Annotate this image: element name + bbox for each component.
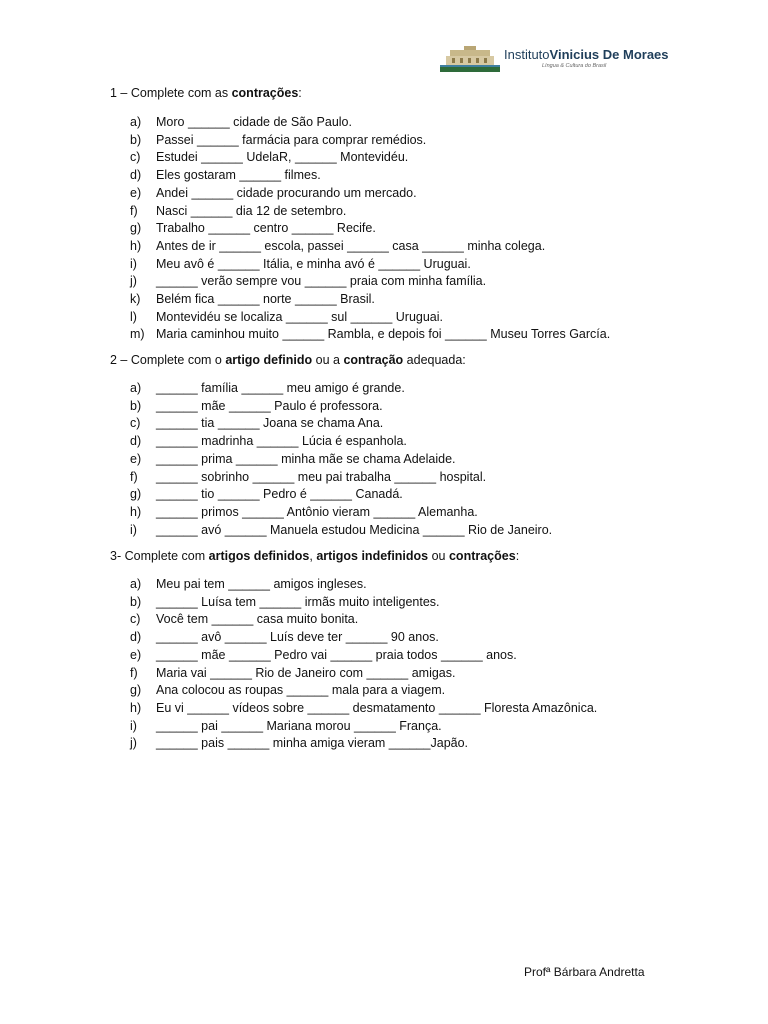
item-text: ______ pai ______ Mariana morou ______ França. <box>156 718 442 733</box>
item-label: g) <box>130 683 142 698</box>
exercise-item <box>130 682 445 700</box>
item-label: a) <box>130 577 142 591</box>
item-text: Maria caminhou muito ______ Rambla, e depois foi ______ Museu Torres García. <box>156 327 611 342</box>
exercise-item <box>130 611 358 629</box>
item-text: Andei ______ cidade procurando um mercado. <box>156 185 417 200</box>
item-label: b) <box>130 132 142 147</box>
item-text: ______ avô ______ Luís deve ter ______ 90 anos. <box>156 630 439 645</box>
item-text: Ana colocou as roupas ______ mala para a viagem. <box>156 683 446 698</box>
item-text: ______ prima ______ minha mãe se chama Adelaide. <box>156 451 456 466</box>
item-label: c) <box>130 612 141 627</box>
exercise-item <box>130 522 552 540</box>
item-text: Trabalho ______ centro ______ Recife. <box>156 221 376 236</box>
item-text: ______ tia ______ Joana se chama Ana. <box>156 416 384 431</box>
exercise-item <box>130 185 417 203</box>
item-text: Montevidéu se localiza ______ sul ______ Uruguai. <box>156 309 443 324</box>
exercise-item <box>130 398 383 416</box>
item-label: c) <box>130 416 141 431</box>
exercise-item <box>130 220 376 238</box>
item-label: h) <box>130 700 142 715</box>
exercise-item <box>130 647 517 665</box>
item-label: a) <box>130 381 142 395</box>
item-text: ______ mãe ______ Pedro vai ______ praia todos ______ anos. <box>156 647 517 662</box>
exercise-item <box>130 469 486 487</box>
item-text: ______ primos ______ Antônio vieram ______ Alemanha. <box>156 504 478 519</box>
item-label: g) <box>130 487 142 502</box>
item-label: e) <box>130 647 142 662</box>
item-label: l) <box>130 309 137 324</box>
item-label: b) <box>130 594 142 609</box>
item-text: ______ sobrinho ______ meu pai trabalha ______ hospital. <box>156 469 487 484</box>
item-text: Eu vi ______ vídeos sobre ______ desmatamento ______ Floresta Amazônica. <box>156 700 598 715</box>
logo-tagline: Língua & Cultura do Brasil <box>542 63 607 69</box>
item-label: h) <box>130 504 142 519</box>
item-text: Meu avô é ______ Itália, e minha avó é ______ Uruguai. <box>156 256 471 271</box>
logo-title: InstitutoVinicius De Moraes <box>504 47 669 62</box>
exercise-item <box>130 415 383 433</box>
exercise-item <box>130 309 443 327</box>
item-text: Você tem ______ casa muito bonita. <box>156 612 359 627</box>
item-label: k) <box>130 292 141 306</box>
item-label: d) <box>130 434 142 449</box>
exercise-item <box>130 149 408 167</box>
item-label: e) <box>130 451 142 466</box>
item-label: g) <box>130 221 142 236</box>
item-label: f) <box>130 665 138 680</box>
item-text: Nasci ______ dia 12 de setembro. <box>156 203 347 218</box>
exercise-item <box>130 433 407 451</box>
item-label: j) <box>130 274 137 289</box>
item-text: ______ madrinha ______ Lúcia é espanhola. <box>156 434 407 449</box>
exercise-item <box>130 380 405 398</box>
item-text: ______ família ______ meu amigo é grande. <box>156 381 405 395</box>
author-signature: Profª Bárbara Andretta <box>524 965 645 979</box>
item-label: b) <box>130 398 142 413</box>
item-text: Antes de ir ______ escola, passei ______ casa ______ minha colega. <box>156 238 546 253</box>
item-text: ______ avó ______ Manuela estudou Medicina ______ Rio de Janeiro. <box>156 522 553 537</box>
item-label: d) <box>130 168 142 183</box>
exercise-item <box>130 594 440 612</box>
exercise-item <box>130 700 597 718</box>
item-text: Meu pai tem ______ amigos ingleses. <box>156 577 367 591</box>
exercise-item <box>130 256 471 274</box>
section-1-title: 1 – Complete com as contrações: <box>110 86 302 100</box>
exercise-item <box>130 451 456 469</box>
exercise-item <box>130 238 545 256</box>
item-text: ______ mãe ______ Paulo é professora. <box>156 398 383 413</box>
exercise-item <box>130 167 321 185</box>
exercise-item <box>130 203 346 221</box>
item-label: j) <box>130 736 137 751</box>
item-text: ______ tio ______ Pedro é ______ Canadá. <box>156 487 403 502</box>
item-text: Passei ______ farmácia para comprar remédios. <box>156 132 427 147</box>
section-2-title: 2 – Complete com o artigo definido ou a contração adequada: <box>110 353 466 367</box>
item-text: ______ Luísa tem ______ irmãs muito inteligentes. <box>156 594 440 609</box>
item-text: Belém fica ______ norte ______ Brasil. <box>156 292 375 306</box>
item-label: i) <box>130 718 137 733</box>
item-text: Moro ______ cidade de São Paulo. <box>156 115 352 129</box>
item-text: Eles gostaram ______ filmes. <box>156 168 321 183</box>
section-3-title: 3- Complete com artigos definidos, artigos indefinidos ou contrações: <box>110 549 520 563</box>
item-text: ______ pais ______ minha amiga vieram ______Japão. <box>156 736 469 751</box>
item-label: d) <box>130 630 142 645</box>
exercise-item <box>130 291 375 309</box>
item-label: m) <box>130 327 145 342</box>
item-label: a) <box>130 115 142 129</box>
exercise-item <box>130 629 439 647</box>
item-label: i) <box>130 522 137 537</box>
exercise-item <box>130 576 367 594</box>
exercise-item <box>130 504 478 522</box>
item-label: f) <box>130 469 138 484</box>
exercise-item <box>130 735 468 753</box>
exercise-item <box>130 486 403 504</box>
building-logo-icon <box>440 46 500 72</box>
exercise-item <box>130 665 455 683</box>
item-label: i) <box>130 256 137 271</box>
item-label: h) <box>130 238 142 253</box>
exercise-item <box>130 718 442 736</box>
item-label: c) <box>130 150 141 165</box>
exercise-item <box>130 114 352 132</box>
item-text: Maria vai ______ Rio de Janeiro com ______ amigas. <box>156 665 456 680</box>
item-text: ______ verão sempre vou ______ praia com minha família. <box>156 274 487 289</box>
exercise-item <box>130 273 486 291</box>
exercise-item <box>130 326 610 344</box>
exercise-item <box>130 132 426 150</box>
item-text: Estudei ______ UdelaR, ______ Montevidéu. <box>156 150 409 165</box>
institute-logo <box>440 44 669 74</box>
item-label: f) <box>130 203 138 218</box>
item-label: e) <box>130 185 142 200</box>
